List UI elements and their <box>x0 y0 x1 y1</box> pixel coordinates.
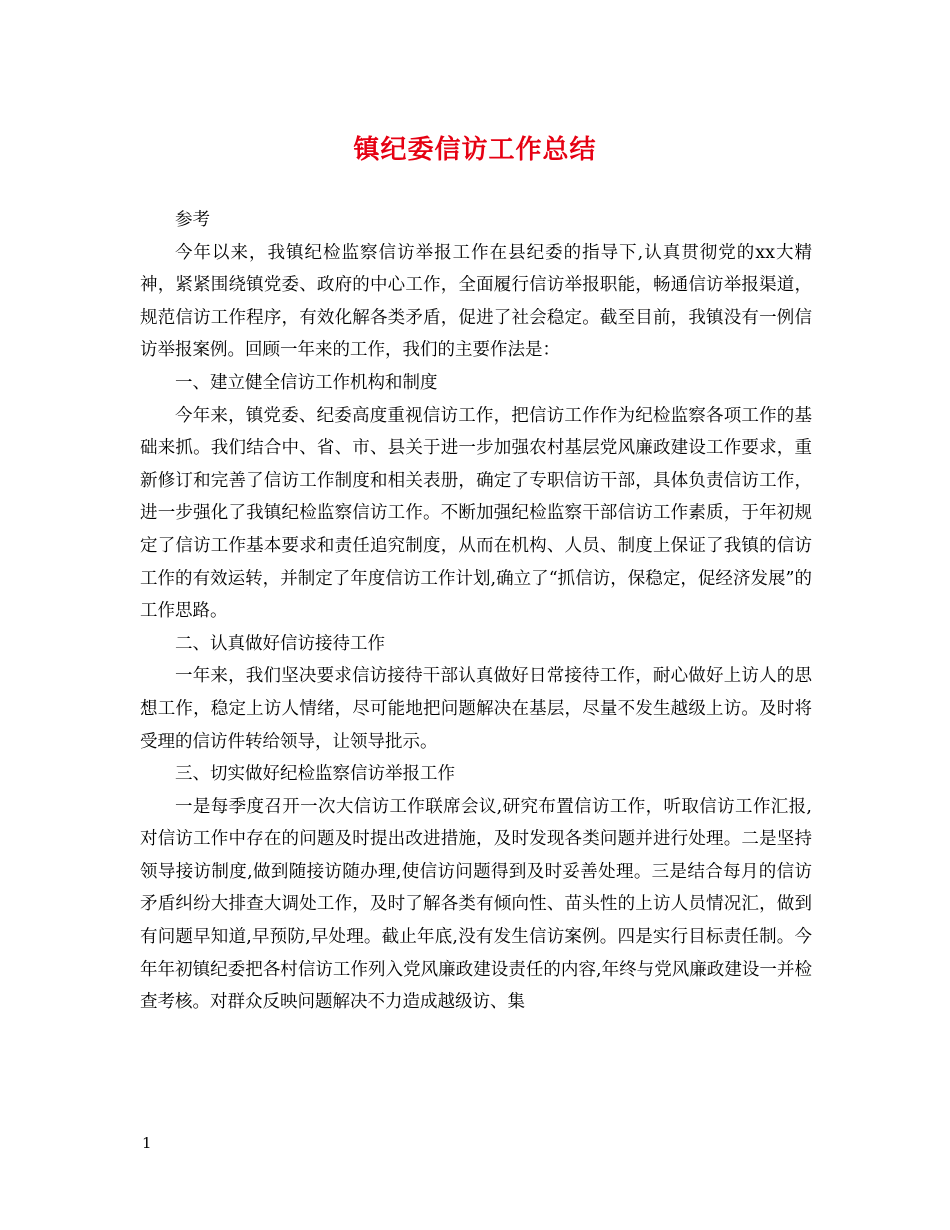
paragraph-section-3: 一是每季度召开一次大信访工作联席会议,研究布置信访工作，听取信访工作汇报,对信访工作中存在的问题及时提出改进措施，及时发现各类问题并进行处理。二是坚持领导接访制度,做到随接访随办理,使信访问题得到及时妥善处理。三是结合每月的信访矛盾纠纷大排查大调处工作，及时了解各类有倾向性、苗头性的上访人员情况汇，做到有问题早知道,早预防,早处理。截止年底,没有发生信访案例。四是实行目标责任制。今年年初镇纪委把各村信访工作列入党风廉政建设责任的内容,年终与党风廉政建设一并检查考核。对群众反映问题解决不力造成越级访、集 <box>140 796 812 1013</box>
paragraph-section-1: 今年来，镇党委、纪委高度重视信访工作，把信访工作作为纪检监察各项工作的基础来抓。我们结合中、省、市、县关于进一步加强农村基层党风廉政建设工作要求，重新修订和完善了信访工作制度和相关表册，确定了专职信访干部，具体负责信访工作，进一步强化了我镇纪检监察信访工作。不断加强纪检监察干部信访工作素质，于年初规定了信访工作基本要求和责任追究制度，从而在机构、人员、制度上保证了我镇的信访工作的有效运转，并制定了年度信访工作计划,确立了“抓信访，保稳定，促经济发展”的工作思路。 <box>140 405 812 622</box>
page-number: 1 <box>142 1134 152 1152</box>
document-body <box>140 204 812 1019</box>
paragraph-intro: 今年以来，我镇纪检监察信访举报工作在县纪委的指导下,认真贯彻党的xx大精神，紧紧围绕镇党委、政府的中心工作，全面履行信访举报职能，畅通信访举报渠道，规范信访工作程序，有效化解各类矛盾，促进了社会稳定。截至目前，我镇没有一例信访举报案例。回顾一年来的工作，我们的主要作法是： <box>140 242 812 361</box>
heading-section-2: 二、认真做好信访接待工作 <box>175 633 385 654</box>
document-title: 镇纪委信访工作总结 <box>353 135 597 165</box>
paragraph-reference: 参考 <box>175 210 210 230</box>
paragraph-section-2: 一年来，我们坚决要求信访接待干部认真做好日常接待工作，耐心做好上访人的思想工作，稳定上访人情绪，尽可能地把问题解决在基层，尽量不发生越级上访。及时将受理的信访件转给领导，让领导批示。 <box>140 666 812 752</box>
heading-section-3: 三、切实做好纪检监察信访举报工作 <box>175 764 455 785</box>
heading-section-1: 一、建立健全信访工作机构和制度 <box>175 372 438 393</box>
